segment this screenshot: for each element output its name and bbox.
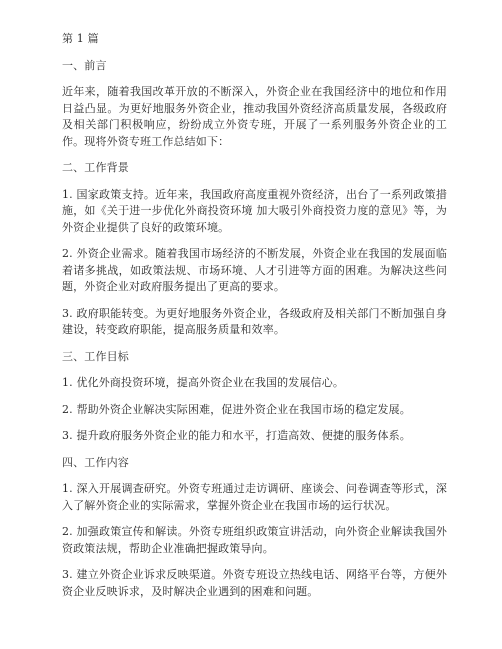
goal-item [62, 428, 447, 445]
item-text: 国家政策支持。近年来，我国政府高度重视外资经济，出台了一系列政策措施，如《关于进一步优化外商投资环境 加大吸引外商投资力度的意见》等，为外资企业提供了良好的政策环境。 [62, 187, 447, 234]
item-number: 3. [62, 429, 73, 442]
content-item [62, 567, 447, 600]
item-text: 建立外资企业诉求反映渠道。外资专班设立热线电话、网络平台等，方便外资企业反映诉求，及时解决企业遇到的困难和问题。 [62, 568, 447, 598]
item-text: 加强政策宣传和解读。外资专班组织政策宣讲活动，向外资企业解读我国外资政策法规，帮助企业准确把握政策导向。 [62, 525, 447, 555]
background-item [62, 306, 447, 339]
item-number: 1. [62, 482, 73, 495]
preface-paragraph: 近年来，随着我国改革开放的不断深入，外资企业在我国经济中的地位和作用日益凸显。为更好地服务外资企业，推动我国外资经济高质量发展，各级政府及相关部门积极响应，纷纷成立外资专班，开展了一系列服务外资企业的工作。现将外资专班工作总结如下： [62, 85, 447, 148]
item-text: 外资企业需求。随着我国市场经济的不断发展，外资企业在我国的发展面临着诸多挑战，如政策法规、市场环境、人才引进等方面的困难。为解决这些问题，外资企业对政府服务提出了更高的要求。 [62, 247, 447, 293]
item-text: 提升政府服务外资企业的能力和水平，打造高效、便捷的服务体系。 [76, 429, 411, 442]
item-text: 政府职能转变。为更好地服务外资企业，各级政府及相关部门不断加强自身建设，转变政府职能，提高服务质量和效率。 [62, 306, 447, 336]
background-item [62, 246, 447, 296]
item-text: 优化外商投资环境，提高外资企业在我国的发展信心。 [76, 376, 345, 389]
document-title: 第 1 篇 [62, 32, 99, 45]
item-number: 2. [62, 402, 73, 416]
content-item [62, 481, 447, 514]
document-body [62, 31, 447, 610]
item-number: 2. [62, 247, 73, 260]
goal-item [62, 402, 447, 419]
section-heading-goals: 三、工作目标 [62, 349, 129, 363]
content-item [62, 524, 447, 557]
item-number: 3. [62, 306, 73, 320]
item-text: 帮助外资企业解决实际困难，促进外资企业在我国市场的稳定发展。 [76, 402, 411, 416]
item-number: 2. [62, 525, 73, 538]
section-heading-preface: 一、前言 [62, 58, 107, 72]
item-number: 1. [62, 187, 73, 201]
item-text: 深入开展调查研究。外资专班通过走访调研、座谈会、问卷调查等形式，深入了解外资企业的实际需求，掌握外资企业在我国市场的运行状况。 [62, 482, 447, 512]
item-number: 1. [62, 376, 73, 389]
section-heading-background: 二、工作背景 [62, 161, 129, 174]
item-number: 3. [62, 568, 73, 581]
background-item [62, 187, 447, 237]
goal-item [62, 375, 447, 392]
section-heading-content: 四、工作内容 [62, 455, 129, 469]
